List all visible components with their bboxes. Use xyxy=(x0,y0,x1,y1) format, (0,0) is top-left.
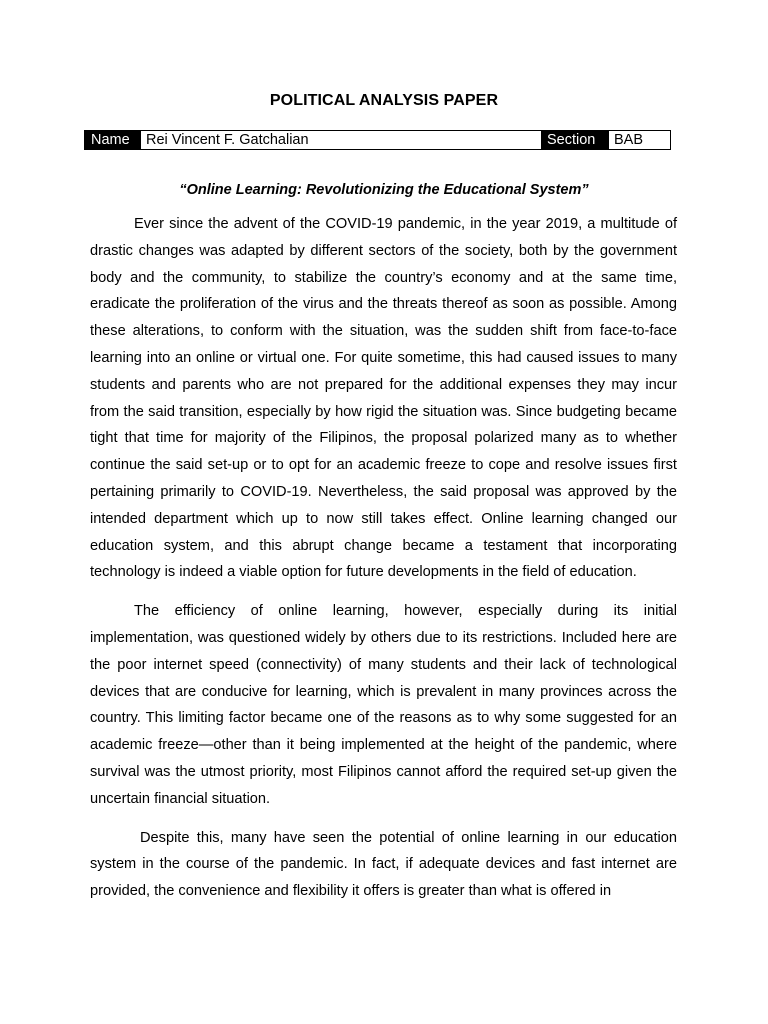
section-value: BAB xyxy=(608,131,670,149)
document-title: POLITICAL ANALYSIS PAPER xyxy=(269,92,499,109)
name-value: Rei Vincent F. Gatchalian xyxy=(140,131,541,149)
paragraph-2: The efficiency of online learning, however, especially during its initial implementation, was questioned widely by others due to its restrictions. Included here are the poor internet speed (connectivity) of many students and their lack of technological devices that are conducive for learning, which is prevalent in many provinces across the country. This limiting factor became one of the reasons as to why some suggested for an academic freeze—other than it being implemented at the height of the pandemic, where survival was the utmost priority, most Filipinos cannot afford the required set-up given the uncertain financial situation. xyxy=(90,603,677,807)
section-label: Section xyxy=(541,131,608,149)
paragraph-3: Despite this, many have seen the potential of online learning in our education system in the course of the pandemic. In fact, if adequate devices and fast internet are provided, the convenience and flexibility it offers is greater than what is offered in xyxy=(90,829,677,900)
name-label: Name xyxy=(85,131,140,149)
student-info-table xyxy=(84,130,671,150)
essay-body xyxy=(90,211,677,917)
essay-title: “Online Learning: Revolutionizing the Educational System” xyxy=(179,182,589,198)
paragraph-1: Ever since the advent of the COVID-19 pandemic, in the year 2019, a multitude of drastic changes was adapted by different sectors of the society, both by the government body and the community, to stabilize the country’s economy and at the same time, eradicate the proliferation of the virus and the threats thereof as soon as possible. Among these alterations, to conform with the situation, was the sudden shift from face-to-face learning into an online or virtual one. For quite sometime, this had caused issues to many students and parents who are not prepared for the additional expenses they may incur from the said transition, especially by how rigid the situation was. Since budgeting became tight that time for majority of the Filipinos, the proposal polarized many as to whether continue the said set-up or to opt for an academic freeze to cope and resolve issues first pertaining primarily to COVID-19. Nevertheless, the said proposal was approved by the intended department which up to now still takes effect. Online learning changed our education system, and this abrupt change became a testament that incorporating technology is indeed a viable option for future developments in the field of education. xyxy=(90,216,677,581)
